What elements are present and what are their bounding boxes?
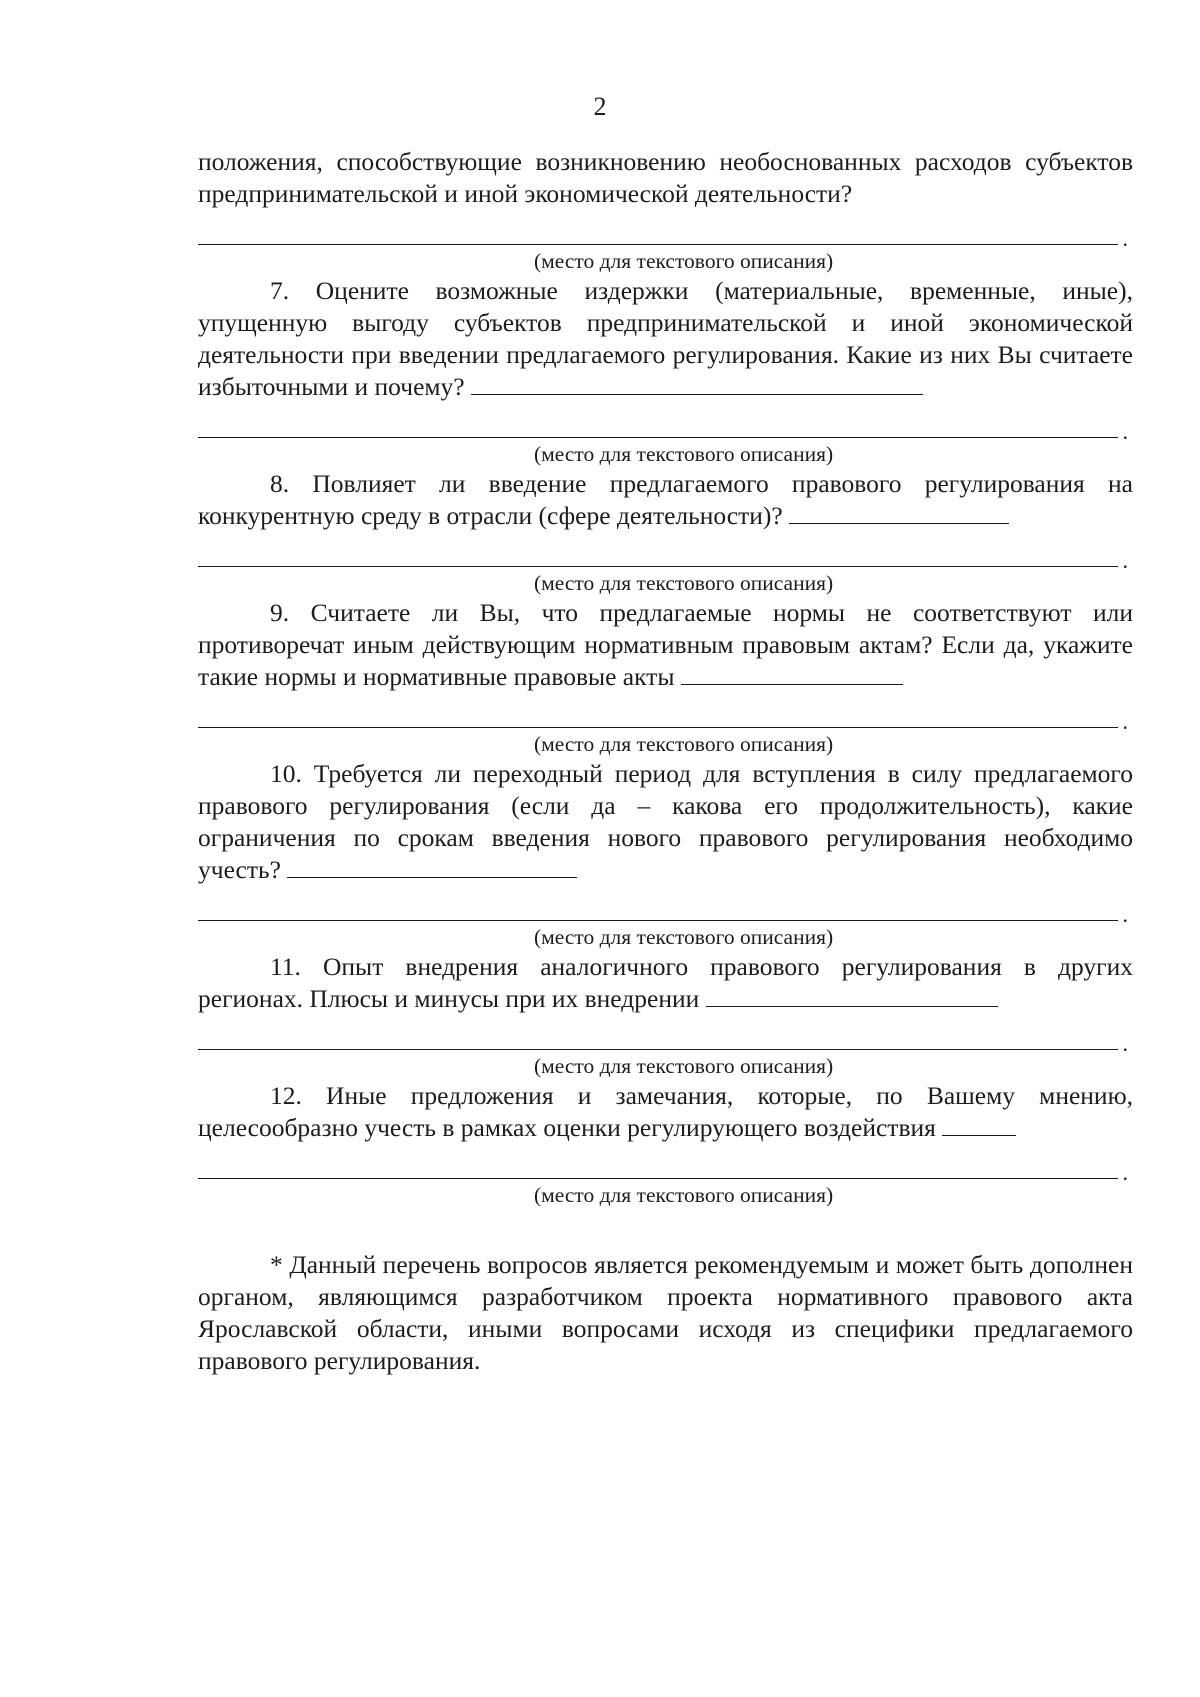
question-10: 10. Требуется ли переходный период для вступления в силу предлагаемого правового регулирования (если да – какова его продолжительность), какие ограничения по срокам введения нового правового регулирования необходимо учесть? <box>198 759 1133 884</box>
answer-caption-9: (место для текстового описания) <box>534 732 834 756</box>
answer-line-9[interactable]: . <box>198 693 1118 728</box>
answer-line-8[interactable]: . <box>198 532 1118 567</box>
question-12: 12. Иные предложения и замечания, которые, по Вашему мнению, целесообразно учесть в рамках оценки регулирующего воздействия <box>198 1081 1133 1142</box>
answer-line-6[interactable]: . <box>198 210 1118 245</box>
page-number: 2 <box>593 92 607 121</box>
answer-caption-11: (место для текстового описания) <box>534 1054 834 1078</box>
questionnaire-body <box>198 146 1133 1377</box>
question-9: 9. Считаете ли Вы, что предлагаемые нормы не соответствуют или противоречат иным действующим нормативным правовым актам? Если да, укажите такие нормы и нормативные правовые акты <box>198 598 1133 691</box>
inline-answer-blank-10[interactable] <box>287 855 577 878</box>
question-6-continuation: положения, способствующие возникновению необоснованных расходов субъектов предпринимательской и иной экономической деятельности? <box>198 147 1133 208</box>
answer-line-7[interactable]: . <box>198 403 1118 438</box>
inline-answer-blank-9[interactable] <box>681 662 903 685</box>
inline-answer-blank-12[interactable] <box>942 1113 1016 1136</box>
answer-line-11[interactable]: . <box>198 1015 1118 1050</box>
inline-answer-blank-8[interactable] <box>789 501 1009 524</box>
answer-caption-12: (место для текстового описания) <box>534 1183 834 1207</box>
question-7: 7. Оцените возможные издержки (материальные, временные, иные), упущенную выгоду субъектов предпринимательской и иной экономической деятельности при введении предлагаемого регулирования. Какие из них Вы считаете избыточными и почему? <box>198 276 1133 401</box>
answer-caption-8: (место для текстового описания) <box>534 571 834 595</box>
inline-answer-blank-11[interactable] <box>706 984 998 1007</box>
answer-caption-7: (место для текстового описания) <box>534 442 834 466</box>
answer-line-12[interactable]: . <box>198 1144 1118 1179</box>
footnote: * Данный перечень вопросов является рекомендуемым и может быть дополнен органом, являющимся разработчиком проекта нормативного правового акта Ярославской области, иными вопросами исходя из специфики предлагаемого правового регулирования. <box>198 1250 1133 1375</box>
answer-caption-6: (место для текстового описания) <box>534 249 834 273</box>
answer-caption-10: (место для текстового описания) <box>534 925 834 949</box>
answer-line-10[interactable]: . <box>198 886 1118 921</box>
inline-answer-blank-7[interactable] <box>471 372 923 395</box>
question-11: 11. Опыт внедрения аналогичного правового регулирования в других регионах. Плюсы и минусы при их внедрении <box>198 952 1133 1013</box>
question-8: 8. Повлияет ли введение предлагаемого правового регулирования на конкурентную среду в отрасли (сфере деятельности)? <box>198 469 1133 530</box>
